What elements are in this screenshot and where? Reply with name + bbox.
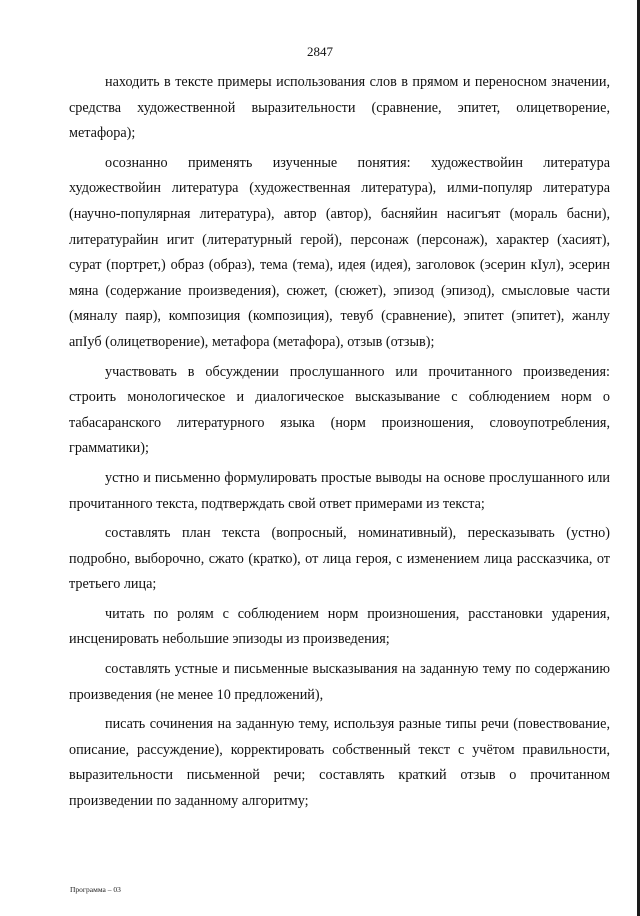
paragraph-4: устно и письменно формулировать простые выводы на основе прослушанного или прочитанного текста, подтверждать свой ответ примерами из текста; xyxy=(69,469,610,512)
paragraph-1: находить в тексте примеры использования слов в прямом и переносном значении, средства художественной выразительности (сравнение, эпитет, олицетворение, метафора); xyxy=(69,74,610,142)
page-number: 2847 xyxy=(307,44,333,59)
footer-note: Программа – 03 xyxy=(70,885,121,894)
paragraph-8: писать сочинения на заданную тему, используя разные типы речи (повествование, описание, рассуждение), корректировать собственный текст с учётом правильности, выразительности письменной речи; составлять краткий отзыв о прочитанном произведении по заданному алгоритму; xyxy=(69,716,610,810)
paragraph-3: участвовать в обсуждении прослушанного или прочитанного произведения: строить монологическое и диалогическое высказывание с соблюдением норм о табасаранского литературного языка (норм произношения, словоупотребления, грамматики); xyxy=(69,363,610,457)
paragraph-6: читать по ролям с соблюдением норм произношения, расстановки ударения, инсценировать небольшие эпизоды из произведения; xyxy=(69,605,610,648)
body-text xyxy=(69,70,610,815)
paragraph-2: осознанно применять изученные понятия: художествойин литература художествойин литература (художественная литература), илми-популяр литература (научно-популярная литература), автор (автор), басняйин насигъят (мораль басни), литературайин игит (литературный герой), персонаж (персонаж), характер (хасият), сурат (портрет,) образ (образ), тема (тема), идея (идея), заголовок (эсерин кІул), эсерин мяна (содержание произведения), сюжет, (сюжет), эпизод (эпизод), смысловые части (мяналу паяр), композиция (композиция), тевуб (сравнение), эпитет (эпитет), жанлу апІуб (олицетворение), метафора (метафора), отзыв (отзыв); xyxy=(69,154,610,350)
paragraph-5: составлять план текста (вопросный, номинативный), пересказывать (устно) подробно, выборочно, сжато (кратко), от лица героя, с изменением лица рассказчика, от третьего лица; xyxy=(69,525,610,593)
paragraph-7: составлять устные и письменные высказывания на заданную тему по содержанию произведения (не менее 10 предложений), xyxy=(69,661,610,703)
